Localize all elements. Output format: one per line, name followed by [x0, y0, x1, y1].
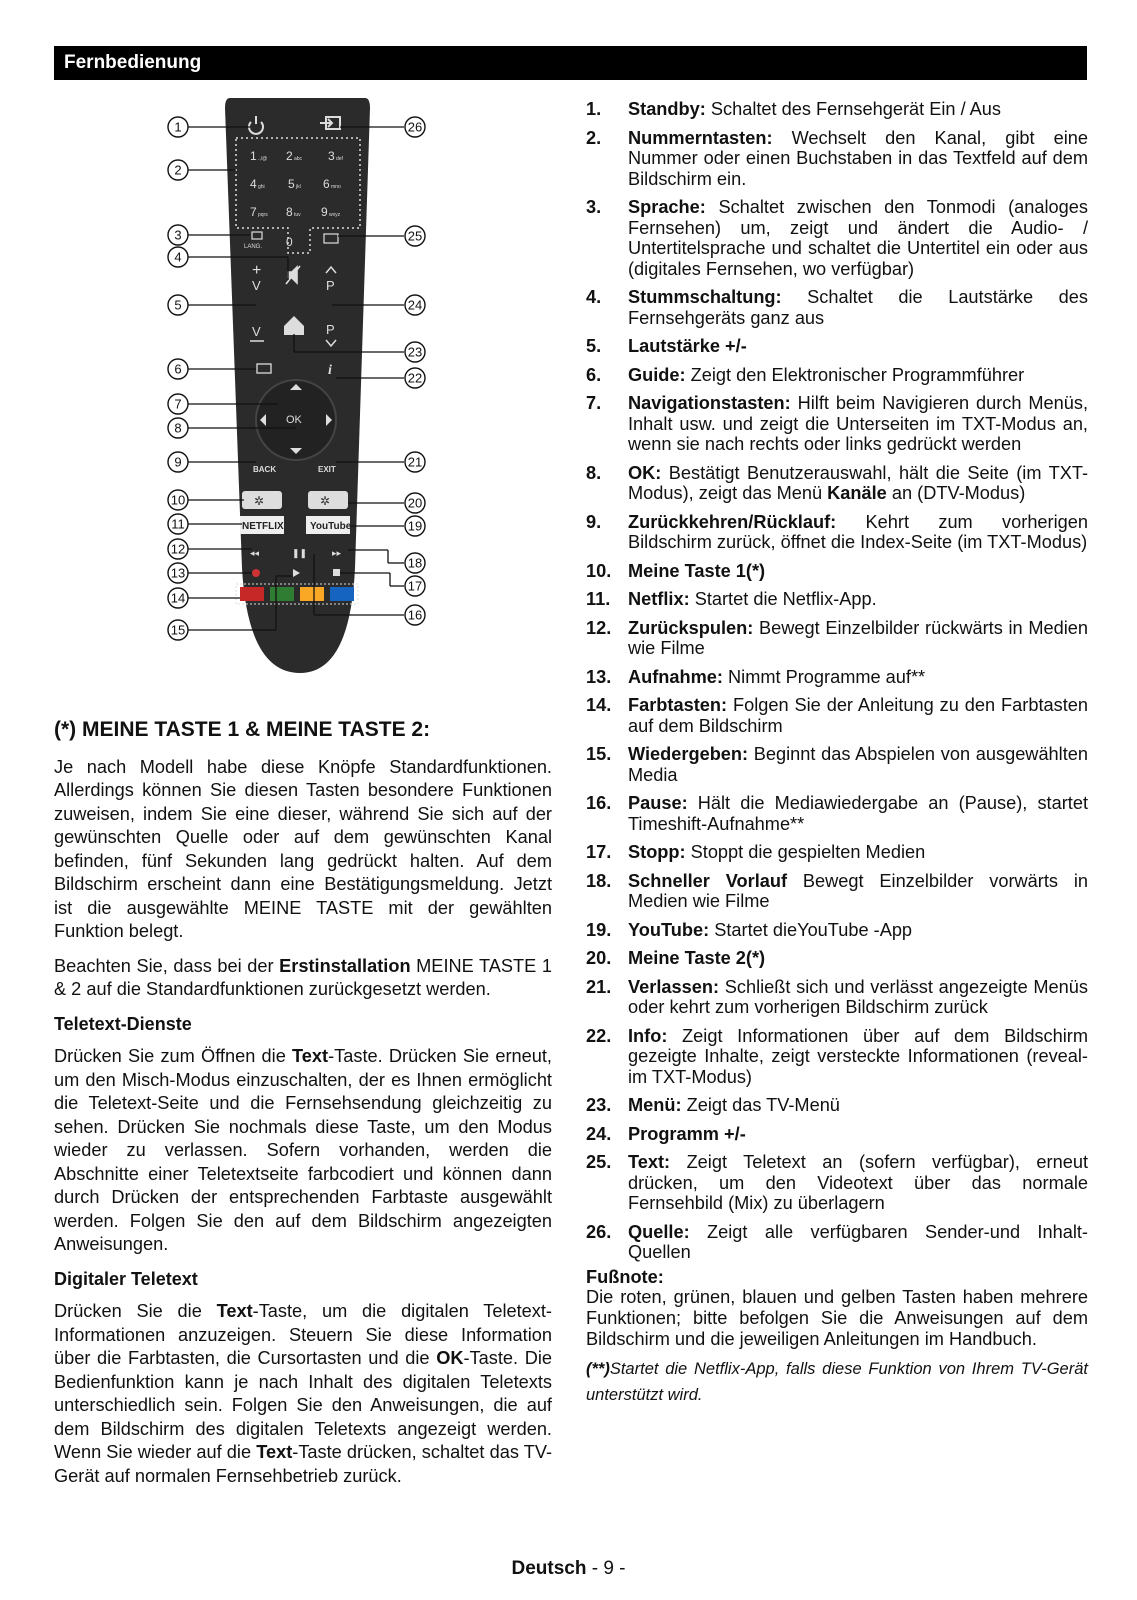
list-item-term: Verlassen: [628, 976, 719, 997]
color-key-yellow [300, 587, 324, 601]
list-item-term: Quelle: [628, 1221, 690, 1242]
list-item [586, 393, 1088, 455]
list-item-desc: Zeigt Teletext an (sofern verfügbar), erneut drücken, um den Videotext über das normale Fernsehbild (Mix) zu überlagern [628, 1152, 1088, 1213]
first-install-paragraph [54, 955, 552, 1002]
callout-number: 10 [170, 492, 186, 508]
list-item [586, 1152, 1088, 1214]
callout-number: 22 [407, 370, 423, 386]
list-item [586, 618, 1088, 659]
rewind-icon: ◂◂ [250, 548, 260, 558]
list-item-text [628, 589, 1088, 610]
back-label: BACK [253, 465, 277, 474]
list-item-term: Wiedergeben: [628, 744, 749, 764]
text-bold: OK [436, 1348, 464, 1368]
netflix-label: NETFLIX [242, 521, 284, 532]
list-item-desc: an (DTV-Modus) [886, 483, 1026, 503]
list-item [586, 744, 1088, 785]
list-item-number: 9. [586, 511, 602, 532]
list-item-text [628, 871, 1088, 912]
list-item-desc: Zeigt alle verfügbaren Sender-und Inhalt-Quellen [628, 1221, 1088, 1262]
vol-label-up: V [252, 278, 261, 293]
key-2: 2 [286, 149, 293, 163]
list-item-desc: Bestätigt Benutzerauswahl, hält die Seite (im TXT-Modus), zeigt das Menü [628, 462, 1088, 503]
list-item-text [628, 336, 1088, 357]
list-item-number: 8. [586, 462, 602, 483]
list-item-text [628, 1222, 1088, 1263]
function-list [586, 99, 1088, 1263]
list-item-text [628, 197, 1088, 279]
key-9: 9 [321, 205, 328, 219]
list-item [586, 287, 1088, 328]
color-key-blue [330, 587, 354, 601]
list-item-desc: Bewegt Einzelbilder rückwärts in Medien wie Filme [628, 617, 1088, 658]
key-7-sub: pqrs [258, 212, 268, 218]
list-item-term: Menü: [628, 1095, 682, 1115]
key-7: 7 [250, 205, 257, 219]
list-item-term: Pause: [628, 793, 688, 813]
key-3: 3 [328, 149, 335, 163]
list-item-number: 24. [586, 1123, 612, 1144]
list-item-term: Meine Taste 1(*) [628, 560, 766, 581]
ffwd-icon: ▸▸ [332, 548, 342, 558]
list-item-desc: Hilft beim Navigieren durch Menüs, Inhalt usw. und zeigt die Unterseiten im TXT-Modus an, wenn sie nach rechts oder links gedrückt werden [628, 393, 1088, 454]
list-item-number: 15. [586, 744, 612, 764]
list-item-desc: Schaltet des Fernsehgerät Ein / Aus [705, 99, 1002, 119]
list-item [586, 977, 1088, 1018]
page-number: - 9 - [586, 1558, 626, 1579]
key-5: 5 [288, 177, 295, 191]
list-item-text [628, 512, 1088, 553]
key-2-sub: abc [294, 156, 303, 162]
callout-number: 15 [170, 622, 186, 638]
callout-number: 3 [174, 227, 182, 243]
list-item-text [628, 1124, 1088, 1145]
callout-number: 13 [170, 565, 186, 581]
list-item [586, 871, 1088, 912]
list-item-text [628, 287, 1088, 328]
callout-number: 21 [407, 454, 423, 470]
color-key-red [240, 587, 264, 601]
list-item-desc: Bewegt Einzelbilder vorwärts in Medien wie Filme [628, 870, 1088, 911]
list-item-number: 11. [586, 589, 611, 609]
list-item-number: 4. [586, 287, 602, 307]
list-item-term: Meine Taste 2(*) [628, 948, 766, 968]
text-run: -Taste. Die Bedienfunktion kann je nach Inhalt des digitalen Teletexts unterschiedlich sein. Folgen Sie den Anweisungen, die auf dem Bildschirm des digitalen Teletexts angezeigt werden. Wenn Sie wieder auf die [54, 1348, 552, 1462]
callout-number: 6 [174, 361, 182, 377]
list-item-term: Nummerntasten: [628, 127, 773, 148]
list-item-text [628, 128, 1088, 190]
list-item-term: Zurückspulen: [628, 617, 754, 638]
callout-number: 20 [407, 495, 423, 511]
text-run: Drücken Sie zum Öffnen die [54, 1046, 293, 1066]
callout-number: 12 [170, 541, 186, 557]
page-footer [0, 1558, 1137, 1580]
list-item-desc: Nimmt Programme auf** [722, 666, 926, 687]
list-item [586, 842, 1088, 863]
list-item-number: 12. [586, 617, 612, 638]
list-item-text [628, 463, 1088, 504]
list-item-text [628, 99, 1088, 120]
list-item-desc: Schließt sich und verlässt angezeigte Menüs oder kehrt zum vorherigen Bildschirm zurück [628, 976, 1088, 1017]
list-item [586, 336, 1088, 357]
footnote-note [586, 1356, 1088, 1408]
list-item-desc: Hält die Mediawiedergabe an (Pause), startet Timeshift-Aufnahme** [628, 793, 1088, 834]
callout-number: 11 [171, 516, 185, 532]
list-item-text [628, 1026, 1088, 1088]
list-item-term: Info: [628, 1025, 668, 1046]
callout-number: 8 [174, 420, 182, 436]
list-item-desc: Zeigt Informationen über auf dem Bildschirm gezeigte Inhalte, zeigt versteckte Informationen (reveal- im TXT-Modus) [628, 1025, 1088, 1087]
my-button-heading: (*) MEINE TASTE 1 & MEINE TASTE 2: [54, 718, 431, 741]
list-item-text [628, 695, 1088, 736]
list-item-term: Standby: [628, 99, 706, 119]
color-key-green [270, 587, 294, 601]
text-run: Drücken Sie die [54, 1301, 217, 1321]
remote-illustration [160, 98, 450, 688]
callout-number: 2 [174, 162, 182, 178]
key-0: 0 [286, 235, 293, 249]
list-item-number: 18. [586, 870, 612, 891]
list-item-term: Sprache: [628, 197, 706, 217]
list-item [586, 1124, 1088, 1145]
list-item-term: Netflix: [628, 589, 690, 609]
list-item-text [628, 618, 1088, 659]
list-item [586, 463, 1088, 504]
stop-icon [333, 569, 340, 576]
callout-number: 9 [174, 454, 182, 470]
list-item-desc: Stoppt die gespielten Medien [685, 842, 926, 862]
list-item-term: Aufnahme: [628, 666, 723, 687]
key-9-sub: wxyz [329, 212, 341, 218]
text-bold: Text [256, 1442, 293, 1462]
list-item-desc: Schaltet zwischen den Tonmodi (analoges Fernsehen) um, zeigt und ändert die Audio- / Untertitelsprache und schaltet die Untertitel ein oder aus (digitales Fernsehen, wo verfügbar) [628, 197, 1088, 279]
list-item-number: 22. [586, 1025, 612, 1046]
key-6-sub: mno [331, 184, 341, 190]
callout-number: 14 [170, 590, 186, 606]
list-item-text [628, 977, 1088, 1018]
text-run: -Taste drücken, schaltet das TV-Gerät auf normalen Fernsehbetrieb zurück. [54, 1442, 552, 1486]
teletext-heading: Teletext-Dienste [54, 1013, 192, 1034]
callout-number: 17 [407, 578, 423, 594]
prog-label-down: P [326, 322, 335, 337]
lang-label: LANG. [244, 244, 263, 250]
list-item-text [628, 1095, 1088, 1116]
text-bold: Text [292, 1046, 329, 1066]
list-item-desc: Startet dieYouTube -App [709, 919, 913, 940]
callout-number: 26 [407, 119, 423, 135]
list-item-number: 21. [586, 976, 612, 997]
list-item-term: Kanäle [827, 483, 887, 503]
callout-number: 5 [174, 297, 182, 313]
text-bold: Text [216, 1301, 253, 1321]
list-item-term: Schneller Vorlauf [628, 870, 788, 891]
list-item-term: OK: [628, 462, 662, 483]
vol-plus: + [252, 262, 262, 279]
list-item [586, 197, 1088, 279]
key-6: 6 [323, 177, 330, 191]
list-item-text [628, 744, 1088, 785]
list-item-term: Stopp: [628, 842, 686, 862]
text-run: MEINE TASTE 1 & 2 auf die Standardfunktionen zurückgesetzt werden. [54, 955, 553, 999]
list-item-text [628, 920, 1088, 941]
list-item-number: 7. [586, 393, 602, 413]
key-5-sub: jkl [296, 184, 301, 190]
list-item-term: Navigationstasten: [628, 393, 791, 413]
key-8-sub: tuv [294, 212, 301, 218]
list-item-number: 16. [586, 793, 612, 813]
list-item-term: Farbtasten: [628, 695, 728, 715]
list-item-term: YouTube: [628, 919, 710, 940]
text-run: Beachten Sie, dass bei der [54, 955, 280, 976]
text-run: -Taste, um die digitalen Teletext-Informationen anzuzeigen. Steuern Sie diese Information über die Farbtasten, die Cursortasten und die [54, 1301, 552, 1368]
callout-number: 18 [407, 555, 423, 571]
list-item-number: 26. [586, 1221, 612, 1242]
section-header [54, 46, 1087, 80]
list-item [586, 667, 1088, 688]
list-item-text [628, 793, 1088, 834]
key-8: 8 [286, 205, 293, 219]
callout-number: 19 [407, 518, 423, 534]
list-item-desc: Folgen Sie der Anleitung zu den Farbtasten auf dem Bildschirm [628, 695, 1088, 736]
footnote-marker: (**) [586, 1360, 610, 1378]
my-button-paragraph: Je nach Modell habe diese Knöpfe Standardfunktionen. Allerdings können Sie diesen Tasten besondere Funktionen zuweisen, indem Sie eine dieser, während Sie sich auf der gewünschten Quelle oder auf dem gewünschten Kanal befinden, fünf Sekunden lang gedrückt halten. Auf dem Bildschirm erscheint dann eine Bestätigungsmeldung. Jetzt ist die ausgewählte MEINE TASTE mit der gewählten Funktion belegt. [54, 756, 552, 941]
page-language: Deutsch [511, 1558, 587, 1579]
teletext-paragraph [54, 1045, 552, 1257]
callout-number: 25 [407, 228, 423, 244]
list-item-term: Zurückkehren/Rücklauf: [628, 511, 837, 532]
text-run: -Taste. Drücken Sie erneut, um den Misch-Modus einzuschalten, der es Ihnen ermöglicht die Teletext-Seite und die Fernsehsendung gleichzeitig zu sehen. Drücken Sie nochmals diese Taste, um den Modus wieder zu verlassen. Sofern vorhanden, werden die Abschnitte einer Teletextseite farbcodiert und können dann durch Drücken der entsprechenden Farbtaste ausgewählt werden. Folgen Sie den auf dem Bildschirm angezeigten Anweisungen. [54, 1046, 552, 1254]
list-item-number: 1. [586, 99, 602, 119]
list-item-desc: Zeigt den Elektronischer Programmführer [685, 364, 1025, 385]
text-bold: Erstinstallation [279, 955, 411, 976]
key-4-sub: ghi [258, 184, 265, 190]
list-item-desc: Wechselt den Kanal, gibt eine Nummer oder einen Buchstaben in das Textfeld auf dem Bildschirm ein. [628, 127, 1088, 189]
list-item-number: 14. [586, 695, 612, 715]
remote-svg [160, 98, 450, 688]
callout-number: 7 [174, 396, 182, 412]
list-item-number: 2. [586, 127, 602, 148]
list-item-number: 23. [586, 1095, 612, 1115]
list-item [586, 793, 1088, 834]
list-item [586, 589, 1088, 610]
prog-label-up: P [326, 278, 335, 293]
list-item-term: Text: [628, 1152, 671, 1172]
list-item-text [628, 365, 1088, 386]
list-item-number: 13. [586, 666, 612, 687]
footnote-note-text: Startet die Netflix-App, falls diese Funktion von Ihrem TV-Gerät unterstützt wird. [586, 1360, 1088, 1404]
left-column [54, 718, 552, 1499]
youtube-label: YouTube [310, 521, 352, 532]
star-icon-1: ✲ [254, 494, 265, 508]
list-item-number: 19. [586, 919, 612, 940]
digital-teletext-paragraph [54, 1300, 552, 1488]
list-item-desc: Startet die Netflix-App. [689, 589, 877, 609]
pause-icon: ❚❚ [292, 548, 308, 558]
callout-number: 1 [174, 119, 182, 135]
list-item-desc: Beginnt das Abspielen von ausgewählten Media [628, 744, 1088, 785]
key-1-sub: .,/@ [258, 156, 268, 162]
list-item [586, 365, 1088, 386]
section-title: Fernbedienung [64, 52, 202, 73]
list-item-term: Lautstärke +/- [628, 336, 747, 356]
list-item-text [628, 948, 1088, 969]
record-icon [252, 569, 260, 577]
list-item-term: Programm +/- [628, 1123, 746, 1144]
list-item [586, 920, 1088, 941]
footnote-title: Fußnote: [586, 1266, 664, 1287]
list-item-number: 6. [586, 364, 602, 385]
list-item-term: Stummschaltung: [628, 287, 782, 307]
list-item [586, 1095, 1088, 1116]
list-item-text [628, 393, 1088, 455]
list-item [586, 128, 1088, 190]
list-item-number: 17. [586, 842, 612, 862]
list-item [586, 1026, 1088, 1088]
digital-teletext-heading: Digitaler Teletext [54, 1268, 198, 1289]
exit-label: EXIT [318, 465, 336, 474]
list-item-desc: Zeigt das TV-Menü [681, 1095, 840, 1115]
list-item [586, 561, 1088, 582]
key-3-sub: def [336, 156, 343, 162]
list-item-desc: Kehrt zum vorherigen Bildschirm zurück, öffnet die Index-Seite (im TXT-Modus) [628, 511, 1088, 552]
list-item-number: 3. [586, 197, 602, 217]
list-item-number: 25. [586, 1152, 612, 1172]
list-item [586, 1222, 1088, 1263]
right-column [586, 99, 1088, 1408]
list-item-text [628, 842, 1088, 863]
list-item-desc: Schaltet die Lautstärke des Fernsehgeräts ganz aus [628, 287, 1088, 328]
callout-number: 16 [407, 607, 423, 623]
callout-number: 23 [407, 344, 423, 360]
list-item-text [628, 1152, 1088, 1214]
list-item-number: 10. [586, 560, 612, 581]
list-item-text [628, 667, 1088, 688]
list-item [586, 99, 1088, 120]
key-4: 4 [250, 177, 257, 191]
footnote-text: Die roten, grünen, blauen und gelben Tasten haben mehrere Funktionen; bitte befolgen Sie die Anweisungen auf dem Bildschirm und die jeweiligen Anleitungen im Handbuch. [586, 1287, 1088, 1349]
list-item-text [628, 561, 1088, 582]
callout-number: 24 [407, 297, 423, 313]
star-icon-2: ✲ [320, 494, 331, 508]
list-item [586, 695, 1088, 736]
key-1: 1 [250, 149, 257, 163]
list-item-number: 20. [586, 948, 612, 968]
list-item-term: Guide: [628, 364, 686, 385]
ok-label: OK [286, 414, 302, 426]
list-item [586, 948, 1088, 969]
info-icon: i [328, 363, 332, 378]
list-item-number: 5. [586, 336, 602, 356]
callout-number: 4 [174, 249, 182, 265]
vol-label-down: V [252, 324, 261, 339]
list-item [586, 512, 1088, 553]
